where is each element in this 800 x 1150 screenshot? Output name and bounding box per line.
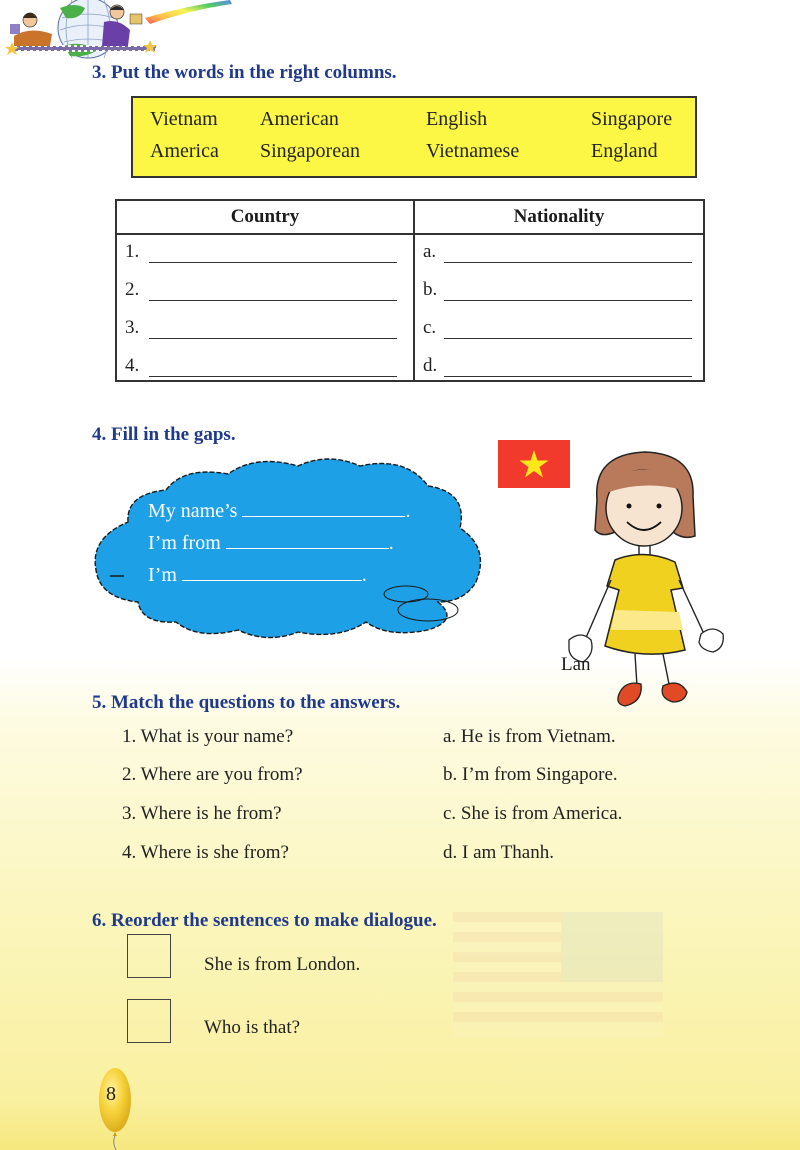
nationality-answer-blank[interactable] — [444, 262, 692, 263]
fill-gap-line-1 — [148, 498, 410, 523]
dialogue-sentence: She is from London. — [204, 954, 361, 975]
exercise-5-title: 5. Match the questions to the answers. — [92, 692, 401, 713]
nationality-row-label: d. — [423, 355, 438, 376]
country-answer-blank[interactable] — [149, 338, 397, 339]
country-nationality-table — [115, 199, 705, 382]
answer-item: d. I am Thanh. — [443, 842, 554, 863]
country-answer-blank[interactable] — [149, 300, 397, 301]
exercise-3-title: 3. Put the words in the right columns. — [92, 62, 397, 83]
dialogue-sentence: Who is that? — [204, 1017, 301, 1038]
word-bank — [131, 96, 697, 178]
country-row-label: 3. — [125, 317, 140, 338]
exercise-6-title: 6. Reorder the sentences to make dialogue. — [92, 910, 437, 931]
fill-gap-prefix: I’m from — [148, 532, 221, 554]
country-answer-blank[interactable] — [149, 376, 397, 377]
country-row-label: 1. — [125, 241, 140, 262]
character-name-label: Lan — [561, 654, 591, 675]
nationality-answer-blank[interactable] — [444, 300, 692, 301]
us-flag-watermark — [453, 912, 663, 1038]
exercise-4-title: 4. Fill in the gaps. — [92, 424, 236, 445]
question-item: 2. Where are you from? — [122, 764, 303, 785]
nationality-row-label: b. — [423, 279, 438, 300]
name-answer-blank[interactable] — [242, 498, 405, 517]
fill-gap-suffix: . — [361, 564, 367, 586]
answer-item: c. She is from America. — [443, 803, 623, 824]
header-divider — [117, 233, 703, 235]
fill-gap-line-3 — [148, 562, 367, 587]
word-bank-item: America — [150, 140, 219, 162]
order-number-box[interactable] — [127, 999, 171, 1043]
header-illustration — [0, 0, 240, 62]
country-answer-blank[interactable] — [149, 262, 397, 263]
nationality-answer-blank[interactable] — [444, 338, 692, 339]
nationality-answer-blank[interactable] — [182, 562, 362, 581]
question-item: 3. Where is he from? — [122, 803, 282, 824]
balloon-icon — [90, 1068, 140, 1150]
country-row-label: 2. — [125, 279, 140, 300]
column-header-country: Country — [230, 206, 300, 227]
fill-gap-suffix: . — [405, 500, 411, 522]
answer-item: b. I’m from Singapore. — [443, 764, 618, 785]
question-item: 1. What is your name? — [122, 726, 294, 747]
fill-gap-line-2 — [148, 530, 394, 555]
country-row-label: 4. — [125, 355, 140, 376]
word-bank-item: Singapore — [591, 108, 673, 130]
word-bank-item: English — [426, 108, 488, 130]
word-bank-item: American — [260, 108, 339, 130]
word-bank-item: Vietnamese — [426, 140, 520, 162]
word-bank-item: England — [591, 140, 658, 162]
column-header-nationality: Nationality — [513, 206, 605, 227]
word-bank-item: Singaporean — [260, 140, 360, 162]
fill-gap-suffix: . — [388, 532, 394, 554]
page-number: 8 — [106, 1083, 116, 1105]
fill-gap-prefix: I’m — [148, 564, 177, 586]
question-item: 4. Where is she from? — [122, 842, 289, 863]
answer-item: a. He is from Vietnam. — [443, 726, 616, 747]
nationality-row-label: a. — [423, 241, 437, 262]
word-bank-item: Vietnam — [150, 108, 218, 130]
order-number-box[interactable] — [127, 934, 171, 978]
nationality-answer-blank[interactable] — [444, 376, 692, 377]
country-answer-blank[interactable] — [226, 530, 389, 549]
nationality-row-label: c. — [423, 317, 437, 338]
fill-gap-prefix: My name’s — [148, 500, 238, 522]
